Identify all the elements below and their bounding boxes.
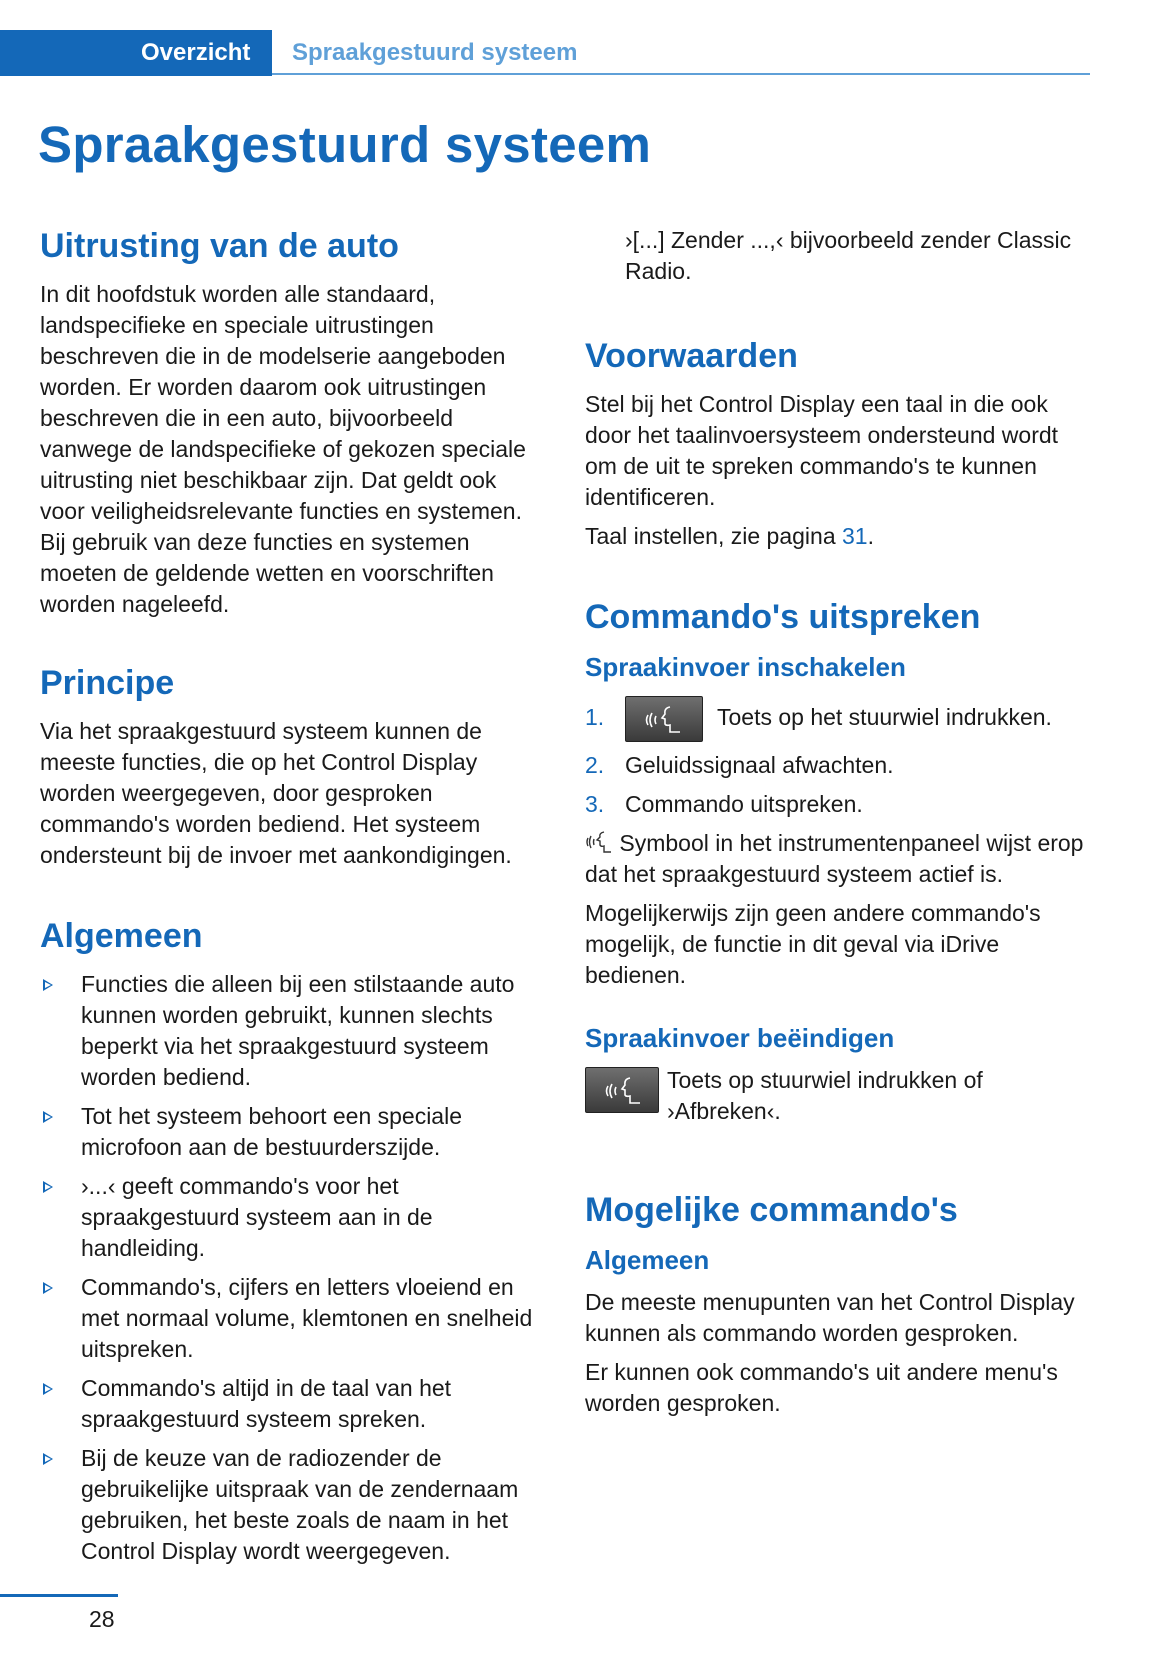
bullet-triangle-icon <box>43 979 53 991</box>
list-item: Tot het systeem behoort een speciale microfoon aan de bestuurderszijde. <box>40 1101 540 1163</box>
voice-command-icon <box>604 1076 648 1106</box>
chapter-tab: Overzicht <box>0 30 272 76</box>
list-item: Bij de keuze van de radiozender de gebruikelijke uitspraak van de zendernaam gebruiken, het beste zoals de naam in het Control Display wordt weergegeven. <box>40 1443 540 1567</box>
principe-body: Via het spraakgestuurd systeem kunnen de meeste functies, die op het Control Display worden weergegeven, door gesproken commando's worden bediend. Het systeem ondersteunt bij de invoer met aankondigingen. <box>40 718 512 868</box>
voice-command-icon <box>644 705 688 735</box>
footer-rule <box>0 1594 118 1597</box>
mogelijke-p2: Er kunnen ook commando's uit andere menu's worden gesproken. <box>585 1358 1058 1416</box>
list-item: Functies die alleen bij een stilstaande auto kunnen worden gebruikt, kunnen slechts beperkt via het spraakgestuurd systeem worden bediend. <box>40 969 540 1093</box>
list-item: Commando's, cijfers en letters vloeiend en met normaal volume, klemtonen en snelheid uitspreken. <box>40 1272 540 1365</box>
list-item: ›...‹ geeft commando's voor het spraakgestuurd systeem aan in de handleiding. <box>40 1171 540 1264</box>
voice-button-image <box>585 1067 659 1113</box>
mogelijke-p1: De meeste menupunten van het Control Display kunnen als commando worden gesproken. <box>585 1288 1075 1346</box>
heading-mogelijke-algemeen: Algemeen <box>585 1244 710 1275</box>
bullet-triangle-icon <box>43 1111 53 1123</box>
voorwaarden-ref: Taal instellen, zie pagina 31. <box>585 523 874 549</box>
idrive-note: Mogelijkerwijs zijn geen andere commando's mogelijk, de functie in dit geval via iDrive bedienen. <box>585 899 1041 988</box>
heading-mogelijke: Mogelijke commando's <box>585 1190 958 1229</box>
page-number: 28 <box>89 1606 115 1632</box>
page-title: Spraakgestuurd systeem <box>38 116 652 173</box>
symbol-note: Symbool in het instrumentenpaneel wijst erop dat het spraakgestuurd systeem actief is. <box>585 829 1084 887</box>
algemeen-list <box>40 969 540 1567</box>
voorwaarden-body: Stel bij het Control Display een taal in die ook door het taalinvoersysteem ondersteund wordt om de uit te spreken commando's te kunnen identificeren. <box>585 391 1059 510</box>
bullet-triangle-icon <box>43 1453 53 1465</box>
end-voice-text: Toets op stuurwiel indrukken of ›Afbreken‹. <box>667 1066 983 1124</box>
heading-inschakelen: Spraakinvoer inschakelen <box>585 652 906 682</box>
bullet-triangle-icon <box>43 1181 53 1193</box>
uitrusting-body: In dit hoofdstuk worden alle standaard, landspecifieke en speciale uitrustingen beschreven die in de modelserie aangeboden worden. Er worden daarom ook uitrustingen beschreven die in een auto, bijvoorbeeld vanwege de landspecifieke of gekozen speciale uitrusting niet beschikbaar zijn. Dat geldt ook voor veiligheidsrelevante functies en systemen. Bij gebruik van deze functies en systemen moeten de geldende wetten en voorschriften worden nageleefd. <box>40 281 526 617</box>
list-item: Commando's altijd in de taal van het spraakgestuurd systeem spreken. <box>40 1373 540 1435</box>
heading-beeindigen: Spraakinvoer beëindigen <box>585 1022 895 1053</box>
section-header: Spraakgestuurd systeem <box>292 39 578 66</box>
bullet-triangle-icon <box>43 1282 53 1294</box>
list-item: 1. Toets op het stuurwiel indrukken. <box>585 694 1090 742</box>
header-rule <box>272 73 1090 75</box>
page-link[interactable]: 31 <box>842 523 868 549</box>
heading-algemeen: Algemeen <box>40 917 203 955</box>
heading-principe: Principe <box>40 664 175 702</box>
bullet-triangle-icon <box>43 1383 53 1395</box>
list-item: 2. Geluidssignaal afwachten. <box>585 751 894 778</box>
bullet-continuation: ›[...] Zender ...,‹ bijvoorbeeld zender Classic Radio. <box>625 227 1072 284</box>
voice-symbol-icon <box>585 830 613 854</box>
heading-commandos: Commando's uitspreken <box>585 598 981 636</box>
voice-button-image <box>625 696 703 742</box>
left-column <box>40 225 540 1575</box>
end-voice-row <box>585 1065 1090 1135</box>
heading-voorwaarden: Voorwaarden <box>585 337 798 375</box>
list-item: 3. Commando uitspreken. <box>585 790 863 817</box>
right-column <box>585 225 1090 1427</box>
heading-uitrusting: Uitrusting van de auto <box>40 227 399 265</box>
steps-list <box>585 694 1090 820</box>
